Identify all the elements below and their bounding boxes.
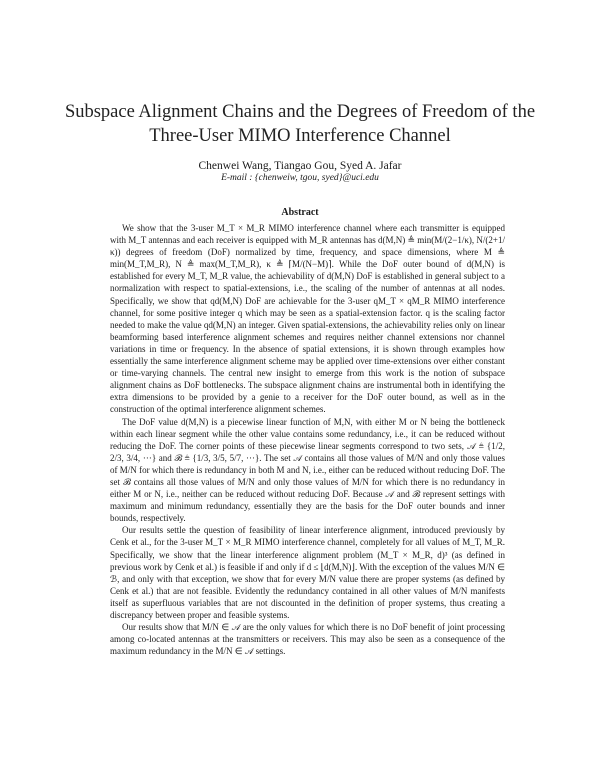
email: E-mail : {chenweiw, tgou, syed}@uci.edu xyxy=(221,173,379,183)
abstract-paragraph-1: We show that the 3-user M_T × M_R MIMO interference channel where each transmitter is equipped with M_T antennas and each receiver is equipped with M_R antennas has d(M,N) ≜ min(M/(2−1/κ), N/(2+1/κ)) degrees of freedom (DoF) normalized by time, frequency, and space dimensions, where M ≜ min(M_T,M_R), N ≜ max(M_T,M_R), κ ≜ ⌈M/(N−M)⌉. While the DoF outer bound of d(M,N) is established for every M_T, M_R value, the achievability of d(M,N) DoF is established in general subject to a normalization with respect to spatial-extensions, i.e., the scaling of the number of antennas at all nodes. Specifically, we show that qd(M,N) DoF are achievable for the 3-user qM_T × qM_R MIMO interference channel, for some positive integer q which may be seen as a spatial-extension factor. q is the scaling factor needed to make the value qd(M,N) an integer. Given spatial-extensions, the achievability relies only on linear beamforming based interference alignment schemes and requires neither channel extensions nor channel variations in time or frequency. In the absence of spatial extensions, it is shown through examples how essentially the same interference alignment scheme may be applied over time-extensions over either constant or time-varying channels. The central new insight to emerge from this work is the notion of subspace alignment chains as DoF bottlenecks. The subspace alignment chains are instrumental both in identifying the extra dimensions to be provided by a genie to a receiver for the DoF outer bound, as well as in the construction of the optimal interference alignment schemes. xyxy=(110,223,505,415)
paper-title xyxy=(60,100,540,148)
abstract-paragraph-2: The DoF value d(M,N) is a piecewise linear function of M,N, with either M or N being the bottleneck within each linear segment while the other value contains some redundancy, i.e., it can be reduced without reducing the DoF. The corner points of these piecewise linear segments correspond to two sets, 𝒜 ≜ {1/2, 2/3, 3/4, ···} and ℬ ≜ {1/3, 3/5, 5/7, ···}. The set 𝒜 contains all those values of M/N and only those values of M/N for which there is redundancy in both M and N, i.e., either can be reduced without reducing DoF. The set ℬ contains all those values of M/N and only those values of M/N for which there is no redundancy in either M or N, i.e., neither can be reduced without reducing DoF. Because 𝒜 and ℬ represent settings with maximum and minimum redundancy, essentially they are the basis for the DoF outer bounds and inner bounds, respectively. xyxy=(110,416,505,524)
abstract-paragraph-4: Our results show that M/N ∈ 𝒜 are the only values for which there is no DoF benefit of joint processing among co-located antennas at the transmitters or receivers. This may also be seen as a consequence of the maximum redundancy in the M/N ∈ 𝒜 settings. xyxy=(110,622,505,657)
abstract-body xyxy=(110,222,505,657)
title-line-2: Three-User MIMO Interference Channel xyxy=(149,126,451,146)
title-line-1: Subspace Alignment Chains and the Degrees of Freedom of the xyxy=(64,102,536,122)
abstract-heading: Abstract xyxy=(281,207,319,218)
abstract-paragraph-3: Our results settle the question of feasibility of linear interference alignment, introduced previously by Cenk et al., for the 3-user M_T × M_R MIMO interference channel, completely for all values of M_T, M_R. Specifically, we show that the linear interference alignment problem (M_T × M_R, d)³ (as defined in previous work by Cenk et al.) is feasible if and only if d ≤ ⌊d(M,N)⌋. With the exception of the values M/N ∈ ℬ, and only with that exception, we show that for every M/N value there are proper systems (as defined by Cenk et al.) that are not feasible. Evidently the redundancy contained in all other values of M/N manifests itself as superfluous variables that are not discounted in the definition of proper systems, thus creating a discrepancy between proper and feasible systems. xyxy=(110,525,505,620)
authors: Chenwei Wang, Tiangao Gou, Syed A. Jafar xyxy=(198,160,402,172)
